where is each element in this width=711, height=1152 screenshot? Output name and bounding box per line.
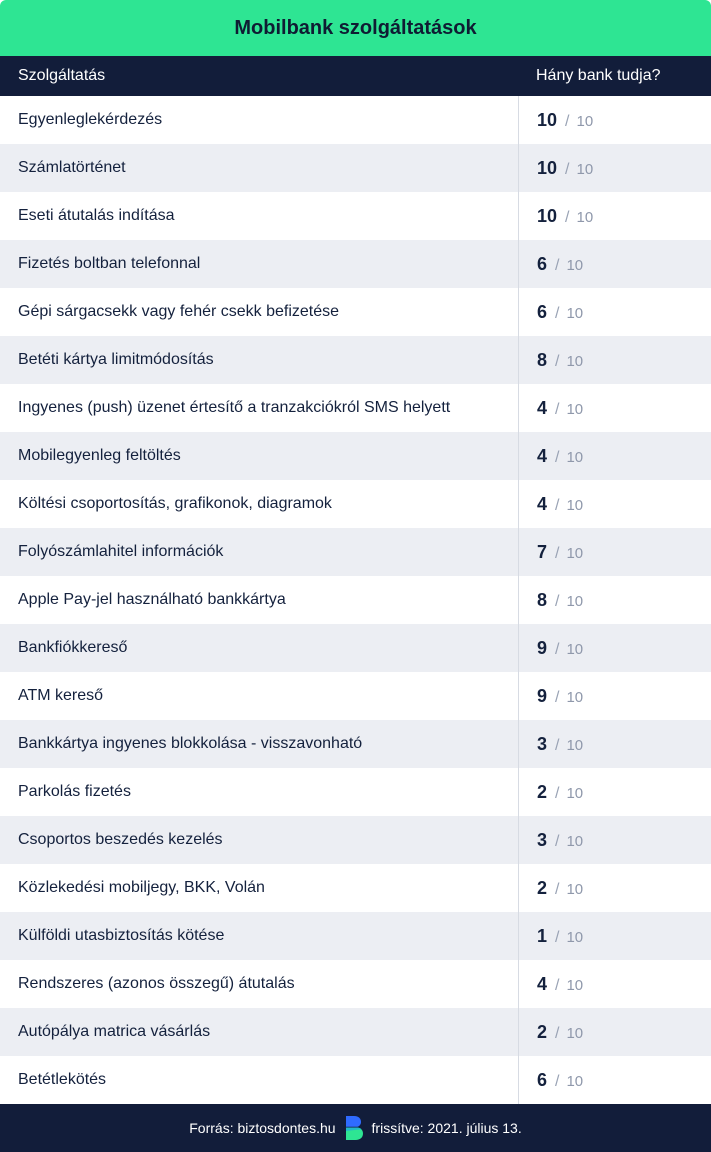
bank-total: 10 [566,1072,584,1090]
bank-count-cell [519,398,583,419]
bank-total: 10 [576,208,594,226]
service-name: Betétlekötés [0,1056,519,1104]
header-service: Szolgáltatás [18,67,106,84]
table-row [0,480,711,528]
bank-count: 8 [537,589,548,610]
table-row [0,816,711,864]
table-row [0,864,711,912]
count-separator: / [555,1072,560,1090]
bank-count-cell [519,446,583,467]
service-name: Autópálya matrica vásárlás [0,1008,519,1056]
bank-total: 10 [566,784,584,802]
count-separator: / [555,448,560,466]
table-row [0,432,711,480]
bank-total: 10 [576,160,594,178]
table-row [0,192,711,240]
count-separator: / [555,592,560,610]
footer-source: Forrás: biztosdontes.hu [189,1120,336,1136]
count-separator: / [555,688,560,706]
table-row [0,960,711,1008]
bank-count: 9 [537,637,548,658]
bank-count: 4 [537,445,548,466]
bank-count: 2 [537,781,548,802]
bank-count: 3 [537,829,548,850]
bank-total: 10 [566,448,584,466]
bank-total: 10 [566,544,584,562]
table-row [0,96,711,144]
bank-total: 10 [566,976,584,994]
bank-count-cell [519,734,583,755]
bank-count: 7 [537,541,548,562]
table-row [0,576,711,624]
service-name: Ingyenes (push) üzenet értesítő a tranzakciókról SMS helyett [0,384,519,432]
bank-count-cell [519,878,583,899]
count-separator: / [565,160,570,178]
footer [0,1104,711,1152]
bank-count-cell [519,542,583,563]
service-name: Bankfiókkereső [0,624,519,672]
service-name: ATM kereső [0,672,519,720]
bank-total: 10 [566,496,584,514]
service-name: Parkolás fizetés [0,768,519,816]
bank-count: 2 [537,877,548,898]
bank-count-cell [519,686,583,707]
bank-total: 10 [566,832,584,850]
service-name: Mobilegyenleg feltöltés [0,432,519,480]
table-row [0,720,711,768]
bank-count: 10 [537,205,558,226]
bank-count: 9 [537,685,548,706]
table-row [0,768,711,816]
bank-count-cell [519,590,583,611]
service-name: Közlekedési mobiljegy, BKK, Volán [0,864,519,912]
table-row [0,528,711,576]
bank-count-cell [519,158,593,179]
table-row [0,1056,711,1104]
count-separator: / [555,400,560,418]
bank-count: 10 [537,109,558,130]
bank-total: 10 [566,592,584,610]
count-separator: / [555,784,560,802]
bank-count: 1 [537,925,548,946]
bank-count-cell [519,782,583,803]
bank-count-cell [519,638,583,659]
bank-total: 10 [566,928,584,946]
bank-count-cell [519,350,583,371]
count-separator: / [555,496,560,514]
bank-total: 10 [566,1024,584,1042]
service-name: Apple Pay-jel használható bankkártya [0,576,519,624]
table-row [0,240,711,288]
table-row [0,624,711,672]
service-name: Folyószámlahitel információk [0,528,519,576]
count-separator: / [555,928,560,946]
bank-count-cell [519,1070,583,1091]
count-separator: / [555,1024,560,1042]
bank-total: 10 [566,352,584,370]
service-name: Fizetés boltban telefonnal [0,240,519,288]
count-separator: / [555,544,560,562]
service-name: Egyenleglekérdezés [0,96,519,144]
service-name: Eseti átutalás indítása [0,192,519,240]
bank-count: 2 [537,1021,548,1042]
table-body [0,96,711,1104]
bank-count-cell [519,494,583,515]
service-name: Csoportos beszedés kezelés [0,816,519,864]
bank-count: 6 [537,301,548,322]
footer-updated: frissítve: 2021. július 13. [371,1120,522,1136]
bank-count: 8 [537,349,548,370]
count-separator: / [565,112,570,130]
service-name: Rendszeres (azonos összegű) átutalás [0,960,519,1008]
bank-count: 4 [537,493,548,514]
header-count: Hány bank tudja? [536,67,661,84]
bank-total: 10 [566,400,584,418]
count-separator: / [555,256,560,274]
count-separator: / [555,352,560,370]
table-row [0,384,711,432]
table-row [0,1008,711,1056]
bank-count-cell [519,206,593,227]
biztosdontes-logo-icon [344,1115,364,1141]
bank-count: 3 [537,733,548,754]
count-separator: / [555,304,560,322]
table-row [0,144,711,192]
bank-total: 10 [566,736,584,754]
bank-count-cell [519,110,593,131]
table-header [0,56,711,96]
count-separator: / [555,640,560,658]
bank-total: 10 [566,688,584,706]
bank-total: 10 [576,112,594,130]
count-separator: / [555,976,560,994]
bank-total: 10 [566,256,584,274]
page-title: Mobilbank szolgáltatások [0,0,711,56]
service-name: Költési csoportosítás, grafikonok, diagramok [0,480,519,528]
bank-count: 4 [537,973,548,994]
bank-count-cell [519,254,583,275]
bank-count: 6 [537,253,548,274]
bank-total: 10 [566,640,584,658]
bank-total: 10 [566,880,584,898]
service-name: Gépi sárgacsekk vagy fehér csekk befizetése [0,288,519,336]
service-name: Bankkártya ingyenes blokkolása - visszavonható [0,720,519,768]
bank-count-cell [519,302,583,323]
bank-count: 10 [537,157,558,178]
service-name: Külföldi utasbiztosítás kötése [0,912,519,960]
count-separator: / [555,832,560,850]
table-row [0,672,711,720]
bank-count-cell [519,926,583,947]
bank-total: 10 [566,304,584,322]
bank-count-cell [519,974,583,995]
bank-count-cell [519,830,583,851]
service-name: Betéti kártya limitmódosítás [0,336,519,384]
bank-count: 6 [537,1069,548,1090]
count-separator: / [555,880,560,898]
table-row [0,336,711,384]
table-row [0,912,711,960]
count-separator: / [555,736,560,754]
table-row [0,288,711,336]
bank-count-cell [519,1022,583,1043]
bank-count: 4 [537,397,548,418]
service-name: Számlatörténet [0,144,519,192]
count-separator: / [565,208,570,226]
